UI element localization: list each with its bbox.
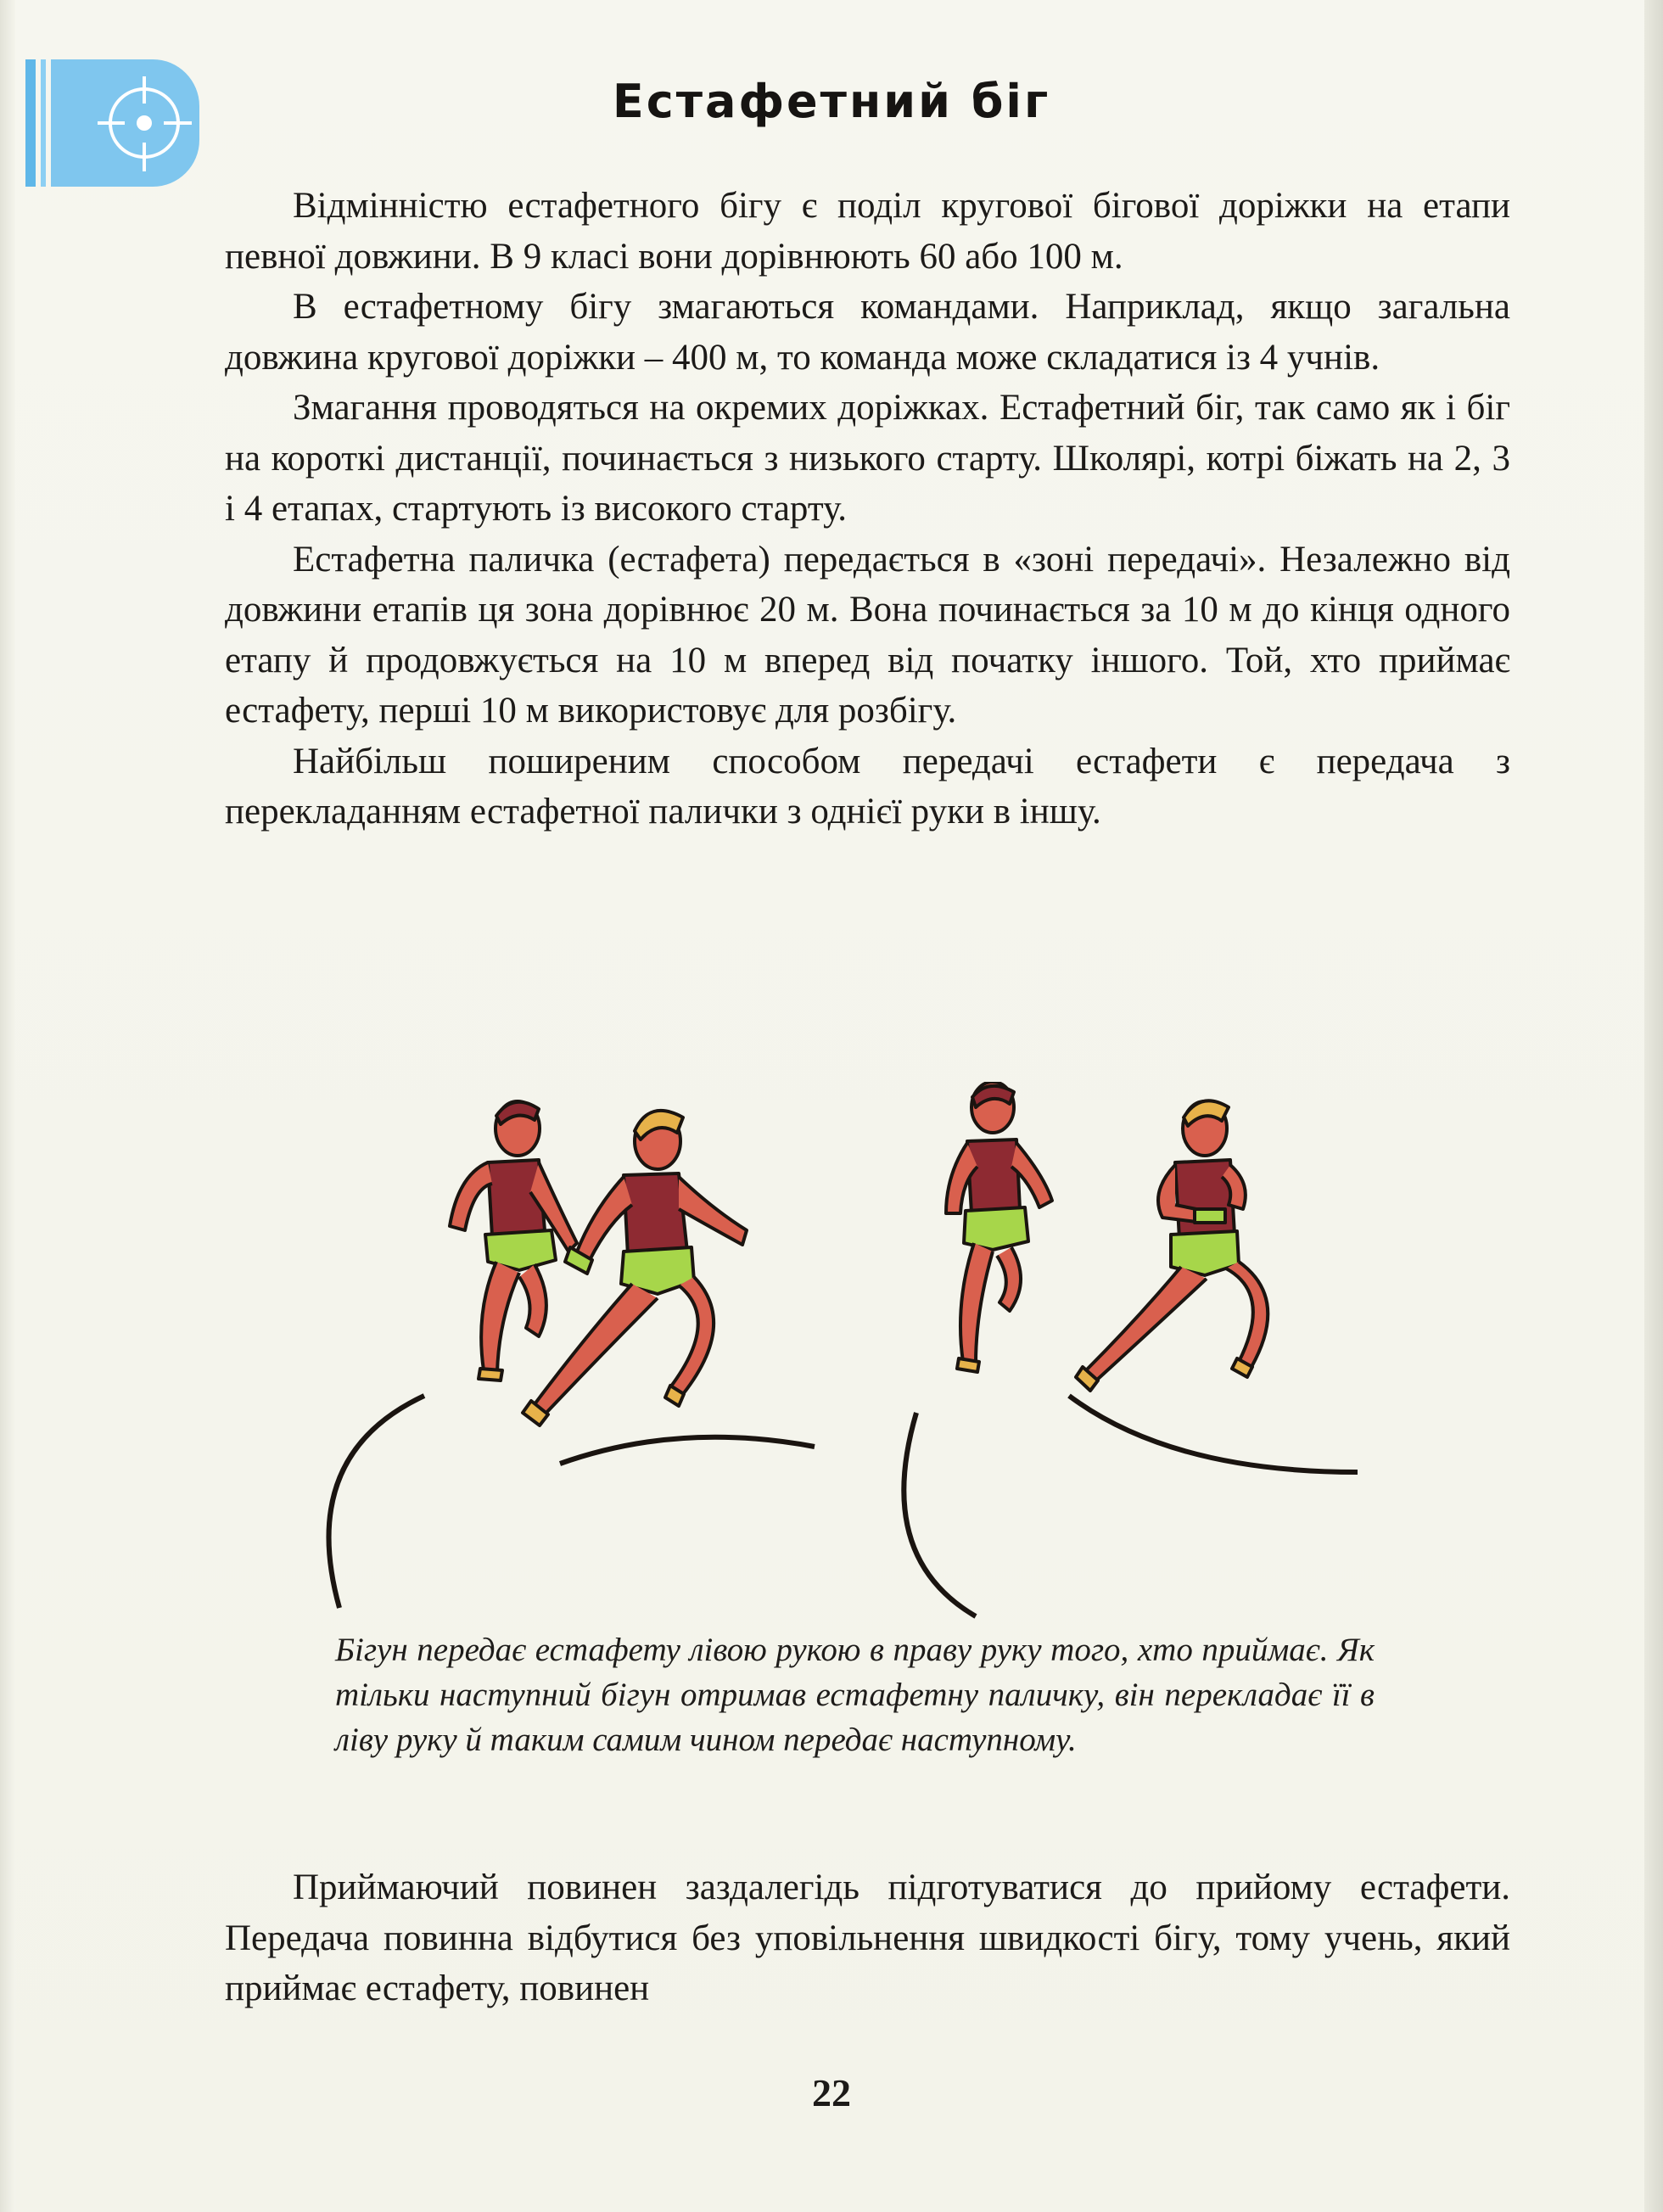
paragraph: Відмінністю естафетного бігу є поділ кругової бігової доріжки на етапи певної довжини. В 9 класі вони дорівнюють 60 або 100 м. xyxy=(225,186,1510,277)
track-line xyxy=(1069,1396,1358,1472)
page-number: 22 xyxy=(812,2071,851,2114)
runner-next xyxy=(946,1082,1052,1372)
track-line xyxy=(904,1413,976,1616)
paragraph: В естафетному бігу змагаються командами. Наприклад, якщо загальна довжина кругової доріжки – 400 м, то команда може складатися із 4 учнів. xyxy=(225,287,1510,378)
relay-handoff-illustration xyxy=(322,1082,1375,1625)
paragraph: Найбільш поширеним способом передачі естафети є передача з перекладанням естафетної палички з однієї руки в іншу. xyxy=(225,741,1510,832)
track-line xyxy=(560,1437,815,1464)
paragraph: Приймаючий повинен заздалегідь підготуватися до прийому естафети. Передача повинна відбутися без уповільнення швидкості бігу, тому учень, який приймає естафету, повинен xyxy=(225,1868,1510,2008)
track-line xyxy=(329,1396,425,1608)
body-text xyxy=(225,181,1510,837)
page-edge-left xyxy=(0,0,15,2212)
runner-last xyxy=(1076,1100,1268,1391)
body-text-continued xyxy=(225,1862,1510,2014)
figure-caption: Бігун передає естафету лівою рукою в праву руку того, хто приймає. Як тільки наступний бігун отримав естафетну паличку, він перекладає її в ліву руку й таким самим чином передає наступному. xyxy=(335,1632,1375,1758)
paragraph: Змагання проводяться на окремих доріжках. Естафетний біг, так само як і біг на короткі дистанції, починається з низького старту. Школярі, котрі біжать на 2, 3 і 4 етапах, стартують із високого старту. xyxy=(225,388,1510,529)
runner-passer xyxy=(450,1101,577,1380)
runner-receiver xyxy=(523,1111,747,1425)
page-title: Естафетний біг xyxy=(612,75,1051,128)
paragraph: Естафетна паличка (естафета) передається в «зоні передачі». Незалежно від довжини етапів ця зона дорівнює 20 м. Вона починається за 10 м до кінця одного етапу й продовжується на 10 м вперед від початку іншого. Той, хто приймає естафету, перші 10 м використовує для розбігу. xyxy=(225,539,1510,731)
page-edge-right xyxy=(1644,0,1663,2212)
